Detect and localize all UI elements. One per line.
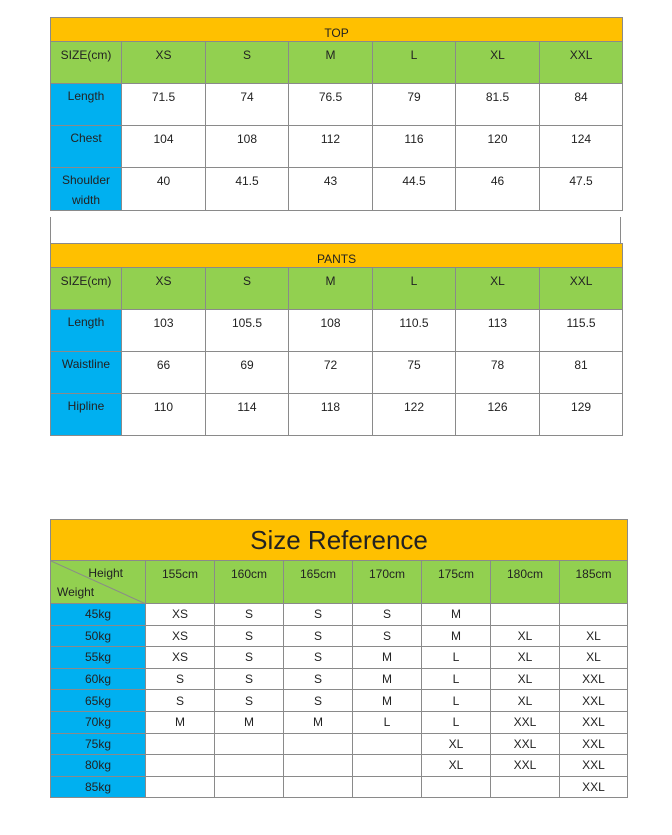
weight-label: 55kg xyxy=(51,647,146,669)
corner-height-label: Height xyxy=(88,566,123,580)
size-cell: M xyxy=(353,647,422,669)
size-cell: XL xyxy=(422,755,491,777)
table-cell: 46 xyxy=(456,168,540,211)
row-label: Length xyxy=(51,84,122,126)
size-cell: XS xyxy=(146,604,215,626)
table-cell: 69 xyxy=(206,352,289,394)
header-cell: L xyxy=(373,42,456,84)
height-header: 175cm xyxy=(422,561,491,604)
table-cell: 76.5 xyxy=(289,84,373,126)
table-cell: 78 xyxy=(456,352,540,394)
table-cell: 120 xyxy=(456,126,540,168)
size-cell xyxy=(353,755,422,777)
size-cell xyxy=(146,776,215,798)
header-cell: S xyxy=(206,42,289,84)
table-row xyxy=(51,126,623,168)
size-cell xyxy=(353,776,422,798)
table-cell: 74 xyxy=(206,84,289,126)
header-cell: M xyxy=(289,42,373,84)
pants-chart-title: PANTS xyxy=(51,244,623,268)
size-cell: S xyxy=(146,668,215,690)
table-cell: 116 xyxy=(373,126,456,168)
size-cell: S xyxy=(284,647,353,669)
table-row xyxy=(51,84,623,126)
table-row xyxy=(51,352,623,394)
table-cell: 105.5 xyxy=(206,310,289,352)
size-cell xyxy=(284,776,353,798)
table-cell: 104 xyxy=(122,126,206,168)
table-cell: 84 xyxy=(540,84,623,126)
table-cell: 114 xyxy=(206,394,289,436)
table-cell: 129 xyxy=(540,394,623,436)
weight-label: 80kg xyxy=(51,755,146,777)
size-cell: XXL xyxy=(560,690,628,712)
pants-size-chart xyxy=(50,243,623,436)
size-cell: XXL xyxy=(491,711,560,733)
table-cell: 81.5 xyxy=(456,84,540,126)
weight-label: 65kg xyxy=(51,690,146,712)
size-cell: S xyxy=(284,625,353,647)
table-cell: 112 xyxy=(289,126,373,168)
size-cell xyxy=(284,733,353,755)
row-label: Length xyxy=(51,310,122,352)
size-cell: S xyxy=(353,625,422,647)
size-cell: XXL xyxy=(560,711,628,733)
size-cell: M xyxy=(146,711,215,733)
size-cell xyxy=(215,733,284,755)
size-cell xyxy=(422,776,491,798)
header-cell: XXL xyxy=(540,42,623,84)
size-cell: S xyxy=(215,647,284,669)
table-cell: 81 xyxy=(540,352,623,394)
table-row xyxy=(51,168,623,211)
size-cell xyxy=(560,604,628,626)
table-row xyxy=(51,690,628,712)
table-cell: 43 xyxy=(289,168,373,211)
size-cell xyxy=(353,733,422,755)
header-cell: XS xyxy=(122,42,206,84)
table-cell: 124 xyxy=(540,126,623,168)
table-row xyxy=(51,604,628,626)
table-row xyxy=(51,733,628,755)
size-cell: XL xyxy=(491,690,560,712)
size-cell xyxy=(215,755,284,777)
row-label: Chest xyxy=(51,126,122,168)
size-reference-table xyxy=(50,519,628,798)
height-header: 160cm xyxy=(215,561,284,604)
size-cell: M xyxy=(353,690,422,712)
table-row xyxy=(51,310,623,352)
size-cell: L xyxy=(422,668,491,690)
table-row xyxy=(51,647,628,669)
size-cell: XS xyxy=(146,625,215,647)
size-cell xyxy=(215,776,284,798)
table-cell: 47.5 xyxy=(540,168,623,211)
weight-label: 85kg xyxy=(51,776,146,798)
table-cell: 79 xyxy=(373,84,456,126)
row-label: Shoulder width xyxy=(51,168,122,211)
size-cell: S xyxy=(215,668,284,690)
corner-weight-label: Weight xyxy=(57,585,95,599)
header-cell: SIZE(cm) xyxy=(51,268,122,310)
size-cell: S xyxy=(284,690,353,712)
table-cell: 41.5 xyxy=(206,168,289,211)
table-cell: 113 xyxy=(456,310,540,352)
table-cell: 75 xyxy=(373,352,456,394)
size-cell: L xyxy=(422,690,491,712)
table-row xyxy=(51,668,628,690)
table-row xyxy=(51,776,628,798)
size-cell xyxy=(146,733,215,755)
header-cell: S xyxy=(206,268,289,310)
row-label: Hipline xyxy=(51,394,122,436)
size-cell: S xyxy=(215,604,284,626)
table-row xyxy=(51,755,628,777)
size-cell: XL xyxy=(491,668,560,690)
table-cell: 122 xyxy=(373,394,456,436)
size-cell: XXL xyxy=(491,755,560,777)
size-cell: XXL xyxy=(560,733,628,755)
size-cell: XS xyxy=(146,647,215,669)
size-cell xyxy=(284,755,353,777)
table-row xyxy=(51,394,623,436)
table-cell: 72 xyxy=(289,352,373,394)
size-cell: XL xyxy=(560,647,628,669)
size-reference-body xyxy=(51,604,628,798)
header-cell: M xyxy=(289,268,373,310)
size-cell: M xyxy=(215,711,284,733)
size-cell: M xyxy=(422,625,491,647)
size-cell: L xyxy=(353,711,422,733)
size-cell: XL xyxy=(491,625,560,647)
size-cell xyxy=(491,776,560,798)
size-reference-header xyxy=(51,561,628,604)
weight-label: 60kg xyxy=(51,668,146,690)
size-cell: XL xyxy=(560,625,628,647)
top-chart-header xyxy=(51,42,623,84)
weight-label: 70kg xyxy=(51,711,146,733)
size-cell: XL xyxy=(491,647,560,669)
top-chart-title: TOP xyxy=(51,18,623,42)
size-cell: M xyxy=(422,604,491,626)
table-cell: 103 xyxy=(122,310,206,352)
table-cell: 44.5 xyxy=(373,168,456,211)
size-cell: S xyxy=(215,625,284,647)
table-cell: 108 xyxy=(289,310,373,352)
size-cell: XXL xyxy=(491,733,560,755)
header-cell: XXL xyxy=(540,268,623,310)
height-header: 185cm xyxy=(560,561,628,604)
size-cell xyxy=(146,755,215,777)
table-cell: 110.5 xyxy=(373,310,456,352)
height-header: 170cm xyxy=(353,561,422,604)
weight-label: 75kg xyxy=(51,733,146,755)
size-cell: XXL xyxy=(560,668,628,690)
chart-spacer xyxy=(50,217,621,243)
table-row xyxy=(51,625,628,647)
size-cell: L xyxy=(422,647,491,669)
size-cell: XXL xyxy=(560,776,628,798)
header-cell: XL xyxy=(456,42,540,84)
size-cell: S xyxy=(353,604,422,626)
table-cell: 66 xyxy=(122,352,206,394)
table-cell: 40 xyxy=(122,168,206,211)
size-cell: XL xyxy=(422,733,491,755)
weight-label: 50kg xyxy=(51,625,146,647)
height-header: 165cm xyxy=(284,561,353,604)
row-label: Waistline xyxy=(51,352,122,394)
header-cell: L xyxy=(373,268,456,310)
height-header: 155cm xyxy=(146,561,215,604)
table-cell: 126 xyxy=(456,394,540,436)
header-cell: SIZE(cm) xyxy=(51,42,122,84)
size-cell xyxy=(491,604,560,626)
pants-chart-header xyxy=(51,268,623,310)
table-cell: 118 xyxy=(289,394,373,436)
table-cell: 115.5 xyxy=(540,310,623,352)
header-cell: XS xyxy=(122,268,206,310)
header-corner xyxy=(51,561,146,604)
size-cell: M xyxy=(284,711,353,733)
table-cell: 110 xyxy=(122,394,206,436)
size-cell: S xyxy=(284,668,353,690)
header-cell: XL xyxy=(456,268,540,310)
table-cell: 71.5 xyxy=(122,84,206,126)
top-size-chart xyxy=(50,17,623,211)
table-row xyxy=(51,711,628,733)
table-cell: 108 xyxy=(206,126,289,168)
size-cell: XXL xyxy=(560,755,628,777)
size-cell: S xyxy=(284,604,353,626)
size-reference-title: Size Reference xyxy=(51,520,628,561)
height-header: 180cm xyxy=(491,561,560,604)
size-cell: S xyxy=(215,690,284,712)
size-cell: L xyxy=(422,711,491,733)
size-cell: S xyxy=(146,690,215,712)
weight-label: 45kg xyxy=(51,604,146,626)
size-cell: M xyxy=(353,668,422,690)
